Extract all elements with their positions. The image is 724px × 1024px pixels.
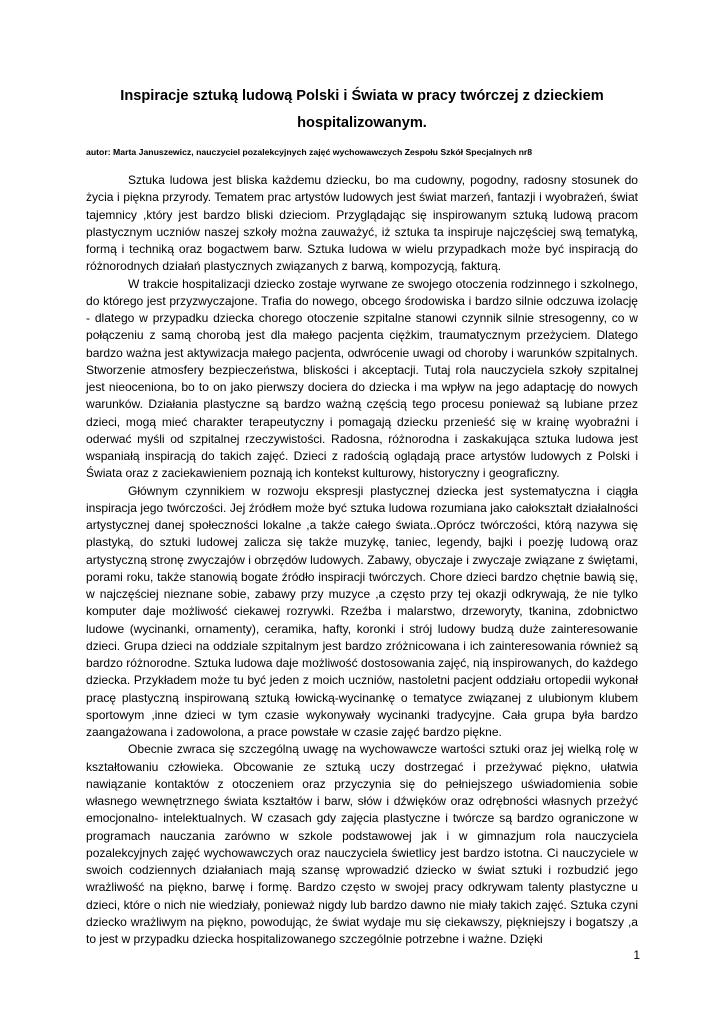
paragraph: Głównym czynnikiem w rozwoju ekspresji plastycznej dziecka jest systematyczna i ciągła inspiracja jego twórczości. Jej źródłem może być sztuka ludowa rozumiana jako całokształt działalności artystycznej danej społeczności lokalne ,a także całego świata..Oprócz twórczości, którą nazywa się plastyką, do sztuki ludowej zalicza się także muzykę, taniec, legendy, bajki i poezję ludową oraz artystyczną stronę zwyczajów i obrzędów ludowych. Zabawy, obyczaje i zwyczaje związane z świętami, porami roku, także stanowią bogate źródło inspiracji twórczych. Chore dzieci bardzo chętnie bawią się, w najczęściej nieznane sobie, zabawy przy muzyce ,a często przy tej okazji odkrywają, że nie tylko komputer daje możliwość ciekawej rozrywki. Rzeźba i malarstwo, drzeworyty, tkanina, zdobnictwo ludowe (wycinanki, ornamenty), ceramika, hafty, koronki i strój ludowy budzą duże zainteresowanie dzieci. Grupa dzieci na oddziale szpitalnym jest bardzo zróżnicowana i ich zainteresowania również są bardzo różnorodne. Sztuka ludowa daje możliwość dostosowania zajęć, nią inspirowanych, do każdego dziecka. Przykładem może tu być jeden z moich uczniów, nastoletni pacjent oddziału ortopedii wykonał pracę plastyczną inspirowaną sztuką łowicką-wycinankę o tematyce związanej z ulubionym klubem sportowym ,inne dzieci w tym czasie wykonywały wycinanki tradycyjne. Cała grupa była bardzo zaangażowana i zadowolona, a prace powstałe w czasie zajęć bardzo piękne. — [86, 483, 638, 739]
document-title: Inspiracje sztuką ludową Polski i Świata w pracy twórczej z dzieckiem hospitalizowanym. — [120, 88, 604, 131]
paragraph: W trakcie hospitalizacji dziecko zostaje wyrwane ze swojego otoczenia rodzinnego i szkolnego, do którego jest przyzwyczajone. Trafia do nowego, obcego środowiska i bardzo silnie odczuwa izolację - dlatego w przypadku dziecka chorego otoczenie szpitalne stanowi czynnik silnie stresogenny, co w połączeniu z samą chorobą jest dla małego pacjenta ciężkim, traumatycznym przeżyciem. Dlatego bardzo ważna jest aktywizacja małego pacjenta, odwrócenie uwagi od choroby i warunków szpitalnych. Stworzenie atmosfery bezpieczeństwa, bliskości i akceptacji. Tutaj rola nauczyciela szkoły szpitalnej jest nieoceniona, bo to on jako pierwszy dociera do dziecka i ma wpływ na jego adaptację do nowych warunków. Działania plastyczne są bardzo ważną częścią tego procesu ponieważ są lubiane przez dzieci, mogą mieć charakter terapeutyczny i pomagają dziecku przenieść się w krainę wyobraźni i oderwać myśli od szpitalnej rzeczywistości. Radosna, różnorodna i zaskakująca sztuka ludowa jest wspaniałą inspiracją do takich zajęć. Dzieci z radością oglądają prace artystów ludowych z Polski i Świata oraz z zaciekawieniem poznają ich kontekst kulturowy, historyczny i geograficzny. — [86, 276, 638, 481]
page-number: 1 — [633, 948, 640, 962]
paragraph: Sztuka ludowa jest bliska każdemu dziecku, bo ma cudowny, pogodny, radosny stosunek do życia i piękna przyrody. Tematem prac artystów ludowych jest świat marzeń, fantazji i wyobrażeń, świat tajemnicy ,który jest bardzo bliski dzieciom. Przyglądając się inspirowanym sztuką ludową pracom plastycznym uczniów naszej szkoły można zauważyć, iż sztuka ta inspiruje najczęściej swą tematyką, formą i techniką oraz bogactwem barw. Sztuka ludowa w wielu przypadkach może być inspiracją do różnorodnych działań plastycznych związanych z barwą, kompozycją, fakturą. — [86, 173, 638, 274]
author-line: autor: Marta Januszewicz, nauczyciel pozalekcyjnych zajęć wychowawczych Zespołu Szkół Specjalnych nr8 — [86, 147, 533, 157]
body-text — [86, 172, 638, 948]
paragraph: Obecnie zwraca się szczególną uwagę na wychowawcze wartości sztuki oraz jej wielką rolę w kształtowaniu człowieka. Obcowanie ze sztuką uczy dostrzegać i przeżywać piękno, ułatwia nawiązanie kontaktów z otoczeniem oraz przyczynia się do pełniejszego uświadomienia sobie własnego wewnętrznego świata kształtów i barw, słów i dźwięków oraz odrębności własnych przeżyć emocjonalno- intelektualnych. W czasach gdy zajęcia plastyczne i twórcze są bardzo ograniczone w programach nauczania zarówno w szkole podstawowej jak i w gimnazjum rola nauczyciela pozalekcyjnych zajęć wychowawczych oraz nauczyciela świetlicy jest bardzo istotna. Ci nauczyciele w swoich codziennych działaniach mają szansę wprowadzić dziecko w świat sztuki i rozbudzić jego wrażliwość na piękno, barwę i formę. Bardzo często w swojej pracy odkrywam talenty plastyczne u dzieci, które o nich nie wiedziały, ponieważ nigdy lub bardzo dawno nie miały takich zajęć. Sztuka czyni dziecko wrażliwym na piękno, powodując, że świat wydaje mu się ciekawszy, piękniejszy i bogatszy ,a to jest w przypadku dziecka hospitalizowanego szczególnie potrzebne i ważne. Dzięki — [86, 742, 638, 946]
